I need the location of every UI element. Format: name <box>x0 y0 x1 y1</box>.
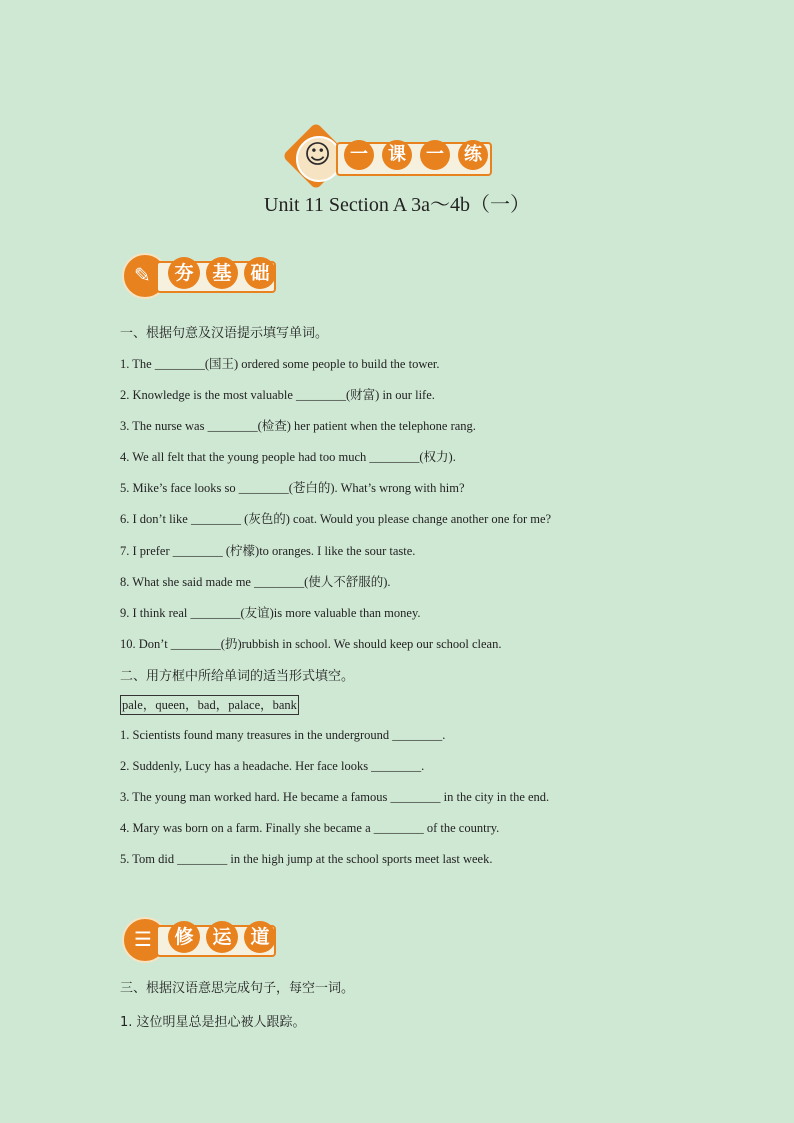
word-box: pale，queen，bad，palace，bank <box>120 695 299 715</box>
exercise-item: 5. Mike’s face looks so ________(苍白的). What’s wrong with him? <box>120 481 465 495</box>
badge-char: 夯 <box>168 257 200 289</box>
reader-icon: ☺ <box>304 140 332 170</box>
badge-char: 一 <box>420 140 450 170</box>
badge-char: 运 <box>206 921 238 953</box>
badge-char: 练 <box>458 140 488 170</box>
pencil-icon: ✎ <box>134 263 151 287</box>
exercise-item: 3. The nurse was ________(检查) her patient when the telephone rang. <box>120 419 476 433</box>
badge-char: 础 <box>244 257 276 289</box>
header-badge <box>290 130 500 186</box>
badge-char: 道 <box>244 921 276 953</box>
badge-char: 修 <box>168 921 200 953</box>
exercise-item: 9. I think real ________(友谊)is more valuable than money. <box>120 606 421 620</box>
exercise-item: 1. 这位明星总是担心被人跟踪。 <box>120 1015 306 1030</box>
section-badge-basic <box>122 253 282 299</box>
section-badge-improve <box>122 917 282 963</box>
section2-heading: 二、用方框中所给单词的适当形式填空。 <box>120 669 355 684</box>
exercise-item: 2. Knowledge is the most valuable ________(财富) in our life. <box>120 388 435 402</box>
badge-char: 一 <box>344 140 374 170</box>
section3-heading: 三、根据汉语意思完成句子，每空一词。 <box>120 981 355 996</box>
exercise-item: 4. We all felt that the young people had too much ________(权力). <box>120 450 456 464</box>
section1-heading: 一、根据句意及汉语提示填写单词。 <box>120 326 329 341</box>
page-title: Unit 11 Section A 3a～4b（一） <box>264 194 530 216</box>
exercise-item: 5. Tom did ________ in the high jump at the school sports meet last week. <box>120 852 493 866</box>
badge-char: 课 <box>382 140 412 170</box>
exercise-item: 2. Suddenly, Lucy has a headache. Her face looks ________. <box>120 759 425 773</box>
exercise-item: 10. Don’t ________(扔)rubbish in school. We should keep our school clean. <box>120 637 502 651</box>
badge-char: 基 <box>206 257 238 289</box>
exercise-item: 1. The ________(国王) ordered some people to build the tower. <box>120 357 440 371</box>
exercise-item: 3. The young man worked hard. He became a famous ________ in the city in the end. <box>120 790 550 804</box>
exercise-item: 6. I don’t like ________ (灰色的) coat. Would you please change another one for me? <box>120 512 552 526</box>
exercise-item: 4. Mary was born on a farm. Finally she became a ________ of the country. <box>120 821 500 835</box>
clock-list-icon: ☰ <box>134 927 152 951</box>
exercise-item: 8. What she said made me ________(使人不舒服的). <box>120 575 391 589</box>
exercise-item: 1. Scientists found many treasures in the underground ________. <box>120 728 446 742</box>
exercise-item: 7. I prefer ________ (柠檬)to oranges. I like the sour taste. <box>120 544 416 558</box>
